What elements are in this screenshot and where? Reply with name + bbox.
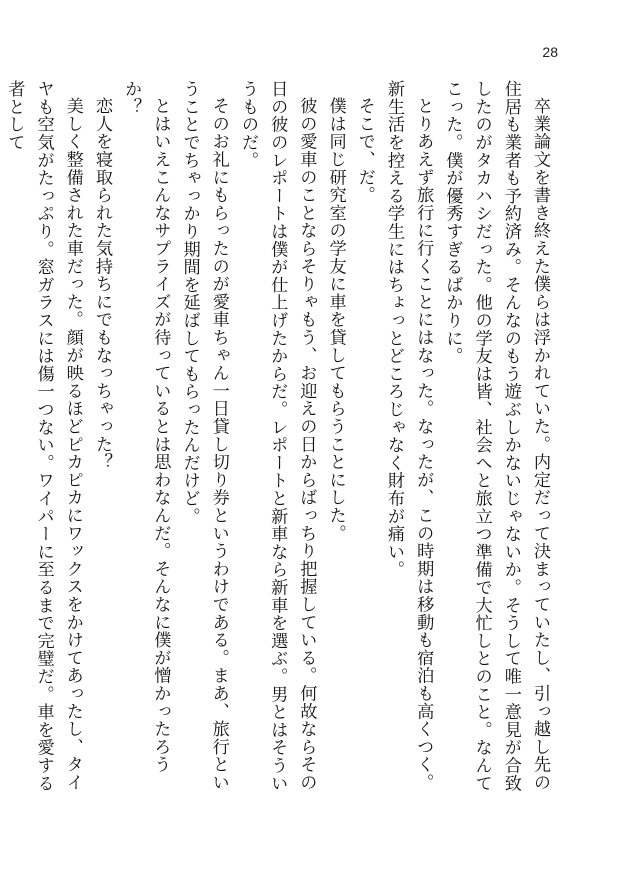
paragraph-2: とりあえず旅行に行くことにはなった。なったが、この時期は移動も宿泊も高くつく。新生活を控える学生にはちょっとどころじゃなく財布が痛い。 <box>383 80 434 792</box>
paragraph-1: 卒業論文を書き終えた僕らは浮かれていた。内定だって決まっていたし、引っ越し先の住居も業者も予約済み。そんなのもう遊ぶしかないじゃないか。そうして唯一意見が合致したのがタカハシだった。他の学友は皆、社会へと旅立つ準備で大忙しとのこと。なんてこった。僕が優秀すぎるばかりに。 <box>442 80 550 792</box>
paragraph-5: 彼の愛車のことならそりゃもう、お迎えの日からばっちり把握している。何故ならその日の彼のレポートは僕が仕上げたからだ。レポートと新車なら新車を選ぶ。男とはそういうものだ。 <box>237 80 317 792</box>
vertical-text-body <box>4 80 554 800</box>
paragraph-7: とはいえこんなサプライズが待っているとは思わなんだ。そんなに僕が憎かったろうか？ <box>121 80 171 774</box>
paragraph-4: 僕は同じ研究室の学友に車を貸してもらうことにした。 <box>325 97 346 543</box>
paragraph-3: そこで、だ。 <box>354 97 375 204</box>
paragraph-8: 恋人を寝取られた気持ちにでもなっちゃった？ <box>91 97 112 471</box>
paragraph-6: そのお礼にもらったのが愛車ちゃん一日貸し切り券というわけである。まあ、旅行ということでちゃっかり期間を延ばしてもらったんだけど。 <box>179 80 229 792</box>
page-number: 28 <box>542 44 558 60</box>
paragraph-9: 美しく整備された車だった。顔が映るほどピカピカにワックスをかけてあったし、タイヤも空気がたっぷり。窓ガラスには傷一つない。ワイパーに至るまで完璧だ。車を愛する者として <box>4 80 83 792</box>
